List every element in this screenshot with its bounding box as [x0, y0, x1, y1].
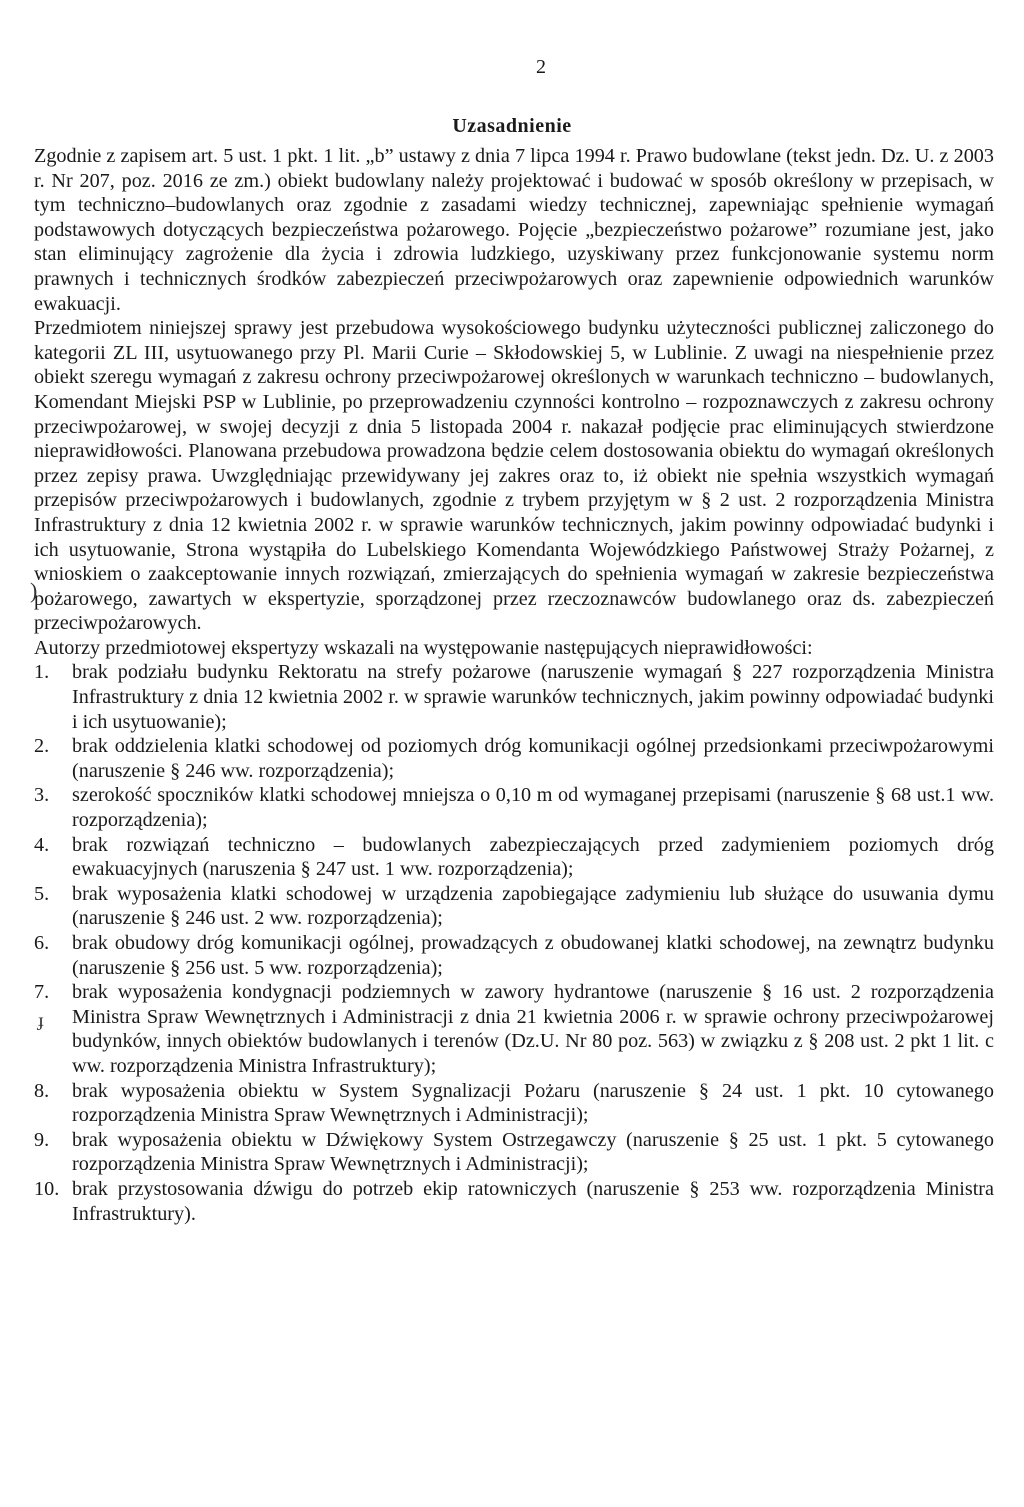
list-item — [34, 931, 994, 980]
list-number: 10. — [34, 1177, 60, 1200]
list-item — [34, 1177, 994, 1226]
list-item — [34, 980, 994, 1078]
violations-list — [34, 660, 994, 1226]
list-text: brak rozwiązań techniczno – budowlanych zabezpieczających przed zadymieniem poziomych dróg ewakuacyjnych (naruszenia § 247 ust. 1 ww. rozporządzenia); — [72, 833, 994, 881]
list-number: 3. — [34, 784, 50, 807]
list-number: 6. — [34, 932, 50, 954]
list-number: 4. — [34, 833, 50, 856]
list-text: brak obudowy dróg komunikacji ogólnej, prowadzących z obudowanej klatki schodowej, na zewnątrz budynku (naruszenie § 256 ust. 5 ww. rozporządzenia); — [72, 932, 994, 979]
list-text: brak oddzielenia klatki schodowej od poziomych dróg komunikacji ogólnej przedsionkami przeciwpożarowymi (naruszenie § 246 ww. rozporządzenia); — [72, 735, 994, 782]
list-text: brak przystosowania dźwigu do potrzeb ekip ratowniczych (naruszenie § 253 ww. rozporządzenia Ministra Infrastruktury). — [72, 1177, 994, 1225]
list-number: 7. — [34, 981, 50, 1004]
paragraph-legal-basis: Zgodnie z zapisem art. 5 ust. 1 pkt. 1 lit. „b” ustawy z dnia 7 lipca 1994 r. Prawo budowlane (tekst jedn. Dz. U. z 2003 r. Nr 207, poz. 2016 ze zm.) obiekt budowlany należy projektować i budować w sposób określony w przepisach, w tym techniczno–budowlanych oraz zgodnie z zasadami wiedzy technicznej, zapewniając spełnienie wymagań podstawowych dotyczących bezpieczeństwa pożarowego. Pojęcie „bezpieczeństwo pożarowe” rozumiane jest, jako stan eliminujący zagrożenie dla życia i zdrowia ludzkiego, uzyskiwany przez funkcjonowanie systemu norm prawnych i technicznych środków zabezpieczeń przeciwpożarowych oraz zapewnienie odpowiednich warunków ewakuacji. — [34, 145, 994, 315]
document-title: Uzasadnienie — [452, 115, 572, 137]
list-text: brak wyposażenia klatki schodowej w urządzenia zapobiegające zadymieniu lub służące do usuwania dymu (naruszenie § 246 ust. 2 ww. rozporządzenia); — [72, 882, 994, 930]
list-text: szerokość spoczników klatki schodowej mniejsza o 0,10 m od wymaganej przepisami (naruszenie § 68 ust.1 ww. rozporządzenia); — [72, 784, 994, 832]
binding-hole-mark: ) — [30, 578, 38, 603]
paragraph-list-intro: Autorzy przedmiotowej ekspertyzy wskazali na występowanie następujących nieprawidłowości: — [34, 636, 813, 659]
document-body — [34, 144, 994, 1226]
list-item — [34, 1128, 994, 1177]
list-text: brak wyposażenia obiektu w System Sygnalizacji Pożaru (naruszenie § 24 ust. 1 pkt. 10 cytowanego rozporządzenia Ministra Spraw Wewnętrznych i Administracji); — [72, 1079, 994, 1127]
list-text: brak podziału budynku Rektoratu na strefy pożarowe (naruszenie wymagań § 227 rozporządzenia Ministra Infrastruktury z dnia 12 kwietnia 2002 r. w sprawie warunków technicznych, jakim powinny odpowiadać budynki i ich usytuowanie); — [72, 661, 994, 733]
page-number: 2 — [536, 56, 546, 78]
list-number: 1. — [34, 661, 50, 684]
paragraph-subject: Przedmiotem niniejszej sprawy jest przebudowa wysokościowego budynku użyteczności publicznej zaliczonego do kategorii ZL III, usytuowanego przy Pl. Marii Curie – Skłodowskiej 5, w Lublinie. Z uwagi na niespełnienie przez obiekt szeregu wymagań z zakresu ochrony przeciwpożarowej określonych w warunkach techniczno – budowlanych, Komendant Miejski PSP w Lublinie, po przeprowadzeniu czynności kontrolno – rozpoznawczych z zakresu ochrony przeciwpożarowej, w swojej decyzji z dnia 5 listopada 2004 r. nakazał podjęcie prac eliminujących stwierdzone nieprawidłowości. Planowana przebudowa prowadzona będzie celem dostosowania obiektu do wymagań określonych przez zepisy prawa. Uwzględniając przewidywany jej zakres oraz to, iż obiekt nie spełnia wszystkich wymagań przepisów przeciwpożarowych i budowlanych, zgodnie z trybem przyjętym w § 2 ust. 2 rozporządzenia Ministra Infrastruktury z dnia 12 kwietnia 2002 r. w sprawie warunków technicznych, jakim powinny odpowiadać budynki i ich usytuowanie, Strona wystąpiła do Lubelskiego Komendanta Wojewódzkiego Państwowej Straży Pożarnej, z wnioskiem o zaakceptowanie innych rozwiązań, zmierzających do spełnienia wymagań w zakresie bezpieczeństwa pożarowego, zawartych w ekspertyzie, sporządzonej przez rzeczoznawców budowlanego oraz ds. zabezpieczeń przeciwpożarowych. — [34, 317, 994, 635]
binding-hole-mark: ɟ — [38, 1010, 44, 1030]
list-item — [34, 783, 994, 832]
list-number: 9. — [34, 1128, 50, 1151]
list-item — [34, 734, 994, 783]
list-item — [34, 1079, 994, 1128]
list-number: 2. — [34, 735, 50, 758]
list-item — [34, 882, 994, 931]
list-text: brak wyposażenia kondygnacji podziemnych w zawory hydrantowe (naruszenie § 16 ust. 2 rozporządzenia Ministra Spraw Wewnętrznych i Administracji z dnia 21 kwietnia 2006 r. w sprawie ochrony przeciwpożarowej budynków, innych obiektów budowlanych i terenów (Dz.U. Nr 80 poz. 563) w związku z § 208 ust. 2 pkt 1 lit. c ww. rozporządzenia Ministra Infrastruktury); — [72, 981, 994, 1077]
list-text: brak wyposażenia obiektu w Dźwiękowy System Ostrzegawczy (naruszenie § 25 ust. 1 pkt. 5 cytowanego rozporządzenia Ministra Spraw Wewnętrznych i Administracji); — [72, 1128, 994, 1176]
list-number: 8. — [34, 1079, 50, 1102]
list-number: 5. — [34, 882, 50, 905]
list-item — [34, 833, 994, 882]
list-item — [34, 660, 994, 734]
